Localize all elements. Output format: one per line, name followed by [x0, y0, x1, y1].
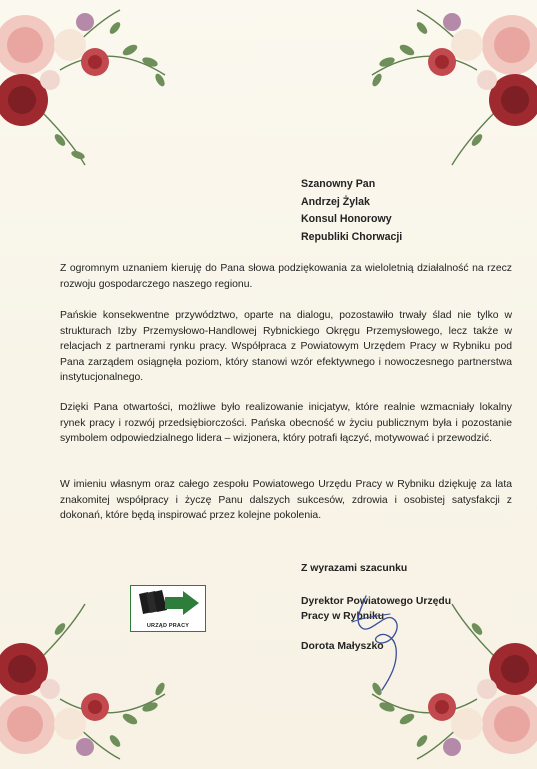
recipient-salutation: Szanowny Pan [301, 178, 376, 190]
recipient-title: Konsul Honorowy [301, 213, 392, 225]
urzad-pracy-logo [130, 585, 206, 632]
letter-paragraph-3 [60, 400, 512, 447]
closing-greeting: Z wyrazami szacunku [301, 563, 408, 574]
recipient-name: Andrzej Żylak [301, 195, 370, 208]
floral-corner-icon [337, 0, 537, 170]
signatory-title-line-2: Pracy w Rybniku [301, 611, 385, 622]
letter-paragraph-2 [60, 308, 512, 386]
floral-corner-top-left [0, 0, 200, 170]
floral-corner-top-right [337, 0, 537, 170]
handwritten-signature [332, 592, 422, 692]
urzad-pracy-logo-icon [131, 586, 205, 620]
paragraph-text: Z ogromnym uznaniem kieruję do Pana słowa podziękowania za wieloletnią działalność na rzecz rozwoju gospodarczego naszego regionu. [60, 263, 512, 290]
letter-paragraph-1 [60, 261, 512, 292]
paragraph-text: W imieniu własnym oraz całego zespołu Powiatowego Urzędu Pracy w Rybniku dziękuję za lata znakomitej współpracy i życzę Panu dalszych sukcesów, zdrowia i osobistej satysfakcji z dokonań, które będą inspirować przez kolejne pokolenia. [60, 479, 512, 522]
logo-caption: URZĄD PRACY [146, 623, 190, 629]
letter-paragraph-4 [60, 477, 512, 524]
recipient-block [301, 176, 402, 246]
paragraph-text: Dzięki Pana otwartości, możliwe było realizowanie inicjatyw, które realnie wzmacniały lokalny rynek pracy i rozwój przedsiębiorczości. Pańska obecność w życiu publicznym była i pozostanie symbolem odpowiedzialnego lidera – wizjonera, który potrafi łączyć, motywować i przewodzić. [60, 402, 512, 445]
recipient-country: Republiki Chorwacji [301, 230, 403, 243]
signature-icon [332, 592, 422, 692]
paragraph-text: Pańskie konsekwentne przywództwo, oparte na dialogu, pozostawiło trwały ślad nie tylko w strukturach Izby Przemysłowo-Handlowej Rybnickiego Okręgu Przemysłowego, lecz także w relacjach z partnerami rynku pracy. Współpraca z Powiatowym Urzędem Pracy w Rybniku pod Pana zarządem osiągnęła poziom, który stanowi wzór efektywnego i nowoczesnego partnerstwa instytucjonalnego. [60, 310, 512, 384]
signatory-title-line-1: Dyrektor Powiatowego Urzędu [301, 595, 452, 607]
signatory-name: Dorota Małyszko [301, 640, 384, 652]
floral-corner-icon [0, 0, 200, 170]
